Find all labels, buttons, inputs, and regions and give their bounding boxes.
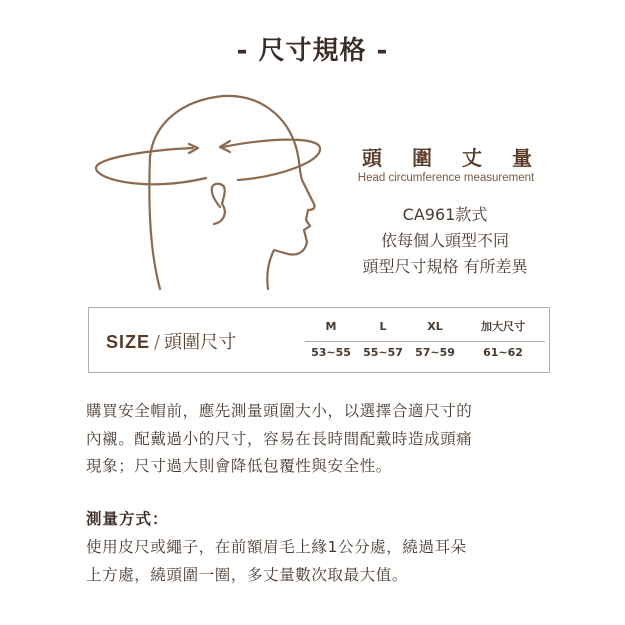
head-measurement-illustration [88,92,338,302]
size-header-cell: 加大尺寸 [481,320,525,333]
hc-title-char: 圍 [412,146,432,170]
page-title: - 尺寸規格 - [236,36,389,66]
size-header-cell: L [379,320,387,333]
size-header-cell: XL [427,320,443,333]
size-header-row [305,318,545,336]
tape-front-arc [223,140,320,180]
size-label-slash: / [154,332,161,353]
size-label-zh: 頭圍尺寸 [164,332,237,353]
paragraph-line: 購買安全帽前，應先測量頭圍大小，以選擇合適尺寸的 [86,402,473,420]
size-value-cell: 57~59 [415,346,455,359]
hc-title-char: 量 [512,146,532,170]
sizing-advice-paragraph [86,398,566,481]
size-label-en: SIZE [106,332,151,352]
measure-method-paragraph [86,534,566,589]
model-name: CA961款式 [402,205,488,224]
size-header-cell: M [325,320,337,333]
size-value-cell: 61~62 [483,346,523,359]
measure-method-title: 測量方式： [86,510,169,528]
paragraph-line: 內襯。配戴過小的尺寸，容易在長時間配戴時造成頭痛 [86,429,473,448]
hc-title-char: 丈 [462,146,482,170]
size-value-cell: 53~55 [311,346,351,359]
size-table-divider [305,341,545,342]
hc-title-char: 頭 [362,146,382,170]
paragraph-line: 使用皮尺或繩子，在前額眉毛上緣1公分處，繞過耳朵 [86,538,467,556]
size-table-label [106,328,236,354]
head-circumference-subtitle: Head circumference measurement [357,172,535,184]
paragraph-line: 上方處，繞頭圍一圈，多丈量數次取最大值。 [86,565,409,584]
note-line: 依每個人頭型不同 [380,231,509,250]
paragraph-line: 現象；尺寸過大則會降低包覆性與安全性。 [86,457,392,475]
size-value-cell: 55~57 [363,346,403,359]
size-grid [305,318,545,362]
ear-outline [212,184,225,224]
head-circumference-title [362,142,532,171]
head-outline [149,96,314,289]
size-table [88,307,550,373]
note-line: 頭型尺寸規格 有所差異 [362,257,528,276]
size-value-row [305,344,545,362]
